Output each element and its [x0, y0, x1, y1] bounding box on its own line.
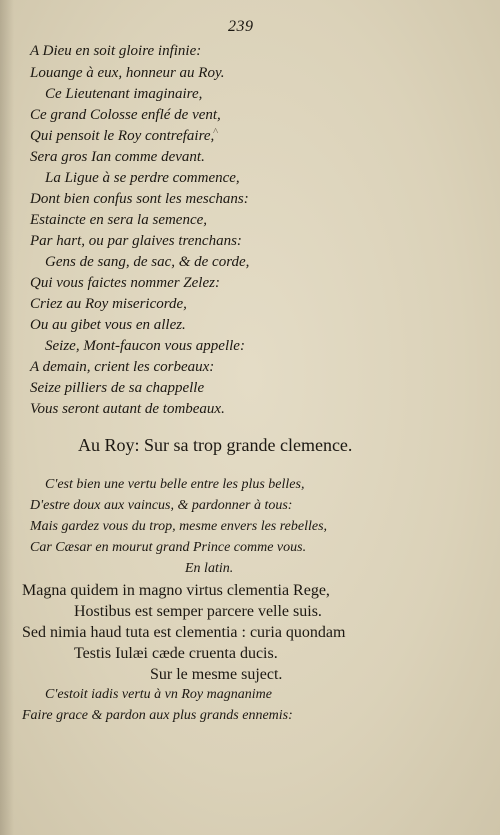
poem-line: Criez au Roy misericorde,	[30, 296, 187, 312]
latin-line: Testis Iulæi cæde cruenta ducis.	[74, 645, 278, 662]
poem-line: Louange à eux, honneur au Roy.	[30, 65, 225, 81]
poem-line: La Ligue à se perdre commence,	[45, 170, 240, 186]
poem-line: A Dieu en soit gloire infinie:	[30, 43, 202, 59]
poem-line: Ou au gibet vous en allez.	[30, 317, 186, 333]
poem-line: Seize pilliers de sa chappelle	[30, 380, 205, 396]
latin-line: Hostibus est semper parcere velle suis.	[74, 603, 322, 620]
poem-line: Estaincte en sera la semence,	[30, 212, 208, 228]
latin-line: Magna quidem in magno virtus clementia Rege,	[22, 582, 330, 599]
poem-line: Faire grace & pardon aux plus grands ennemis:	[22, 708, 293, 723]
gutter-shadow	[0, 0, 14, 835]
poem-line: Seize, Mont-faucon vous appelle:	[45, 338, 245, 354]
latin-line: Sed nimia haud tuta est clementia : curia quondam	[22, 624, 346, 641]
page-number: 239	[228, 18, 254, 35]
poem-line: Vous seront autant de tombeaux.	[30, 401, 225, 417]
subheading-same-subject: Sur le mesme suject.	[150, 666, 283, 683]
poem-line: Mais gardez vous du trop, mesme envers les rebelles,	[30, 519, 328, 534]
poem-line: C'est bien une vertu belle entre les plus belles,	[45, 477, 305, 492]
poem-line: Dont bien confus sont les meschans:	[30, 191, 249, 207]
poem-line: Ce grand Colosse enflé de vent,	[30, 107, 221, 123]
poem-line: A demain, crient les corbeaux:	[30, 359, 215, 375]
poem-line: Gens de sang, de sac, & de corde,	[45, 254, 250, 270]
poem-line: Par hart, ou par glaives trenchans:	[30, 233, 242, 249]
poem-line: Sera gros Ian comme devant.	[30, 149, 205, 165]
subheading-en-latin: En latin.	[185, 561, 234, 576]
poem-line: Qui vous faictes nommer Zelez:	[30, 275, 220, 291]
poem-line: C'estoit iadis vertu à vn Roy magnanime	[45, 687, 272, 702]
poem-line: D'estre doux aux vaincus, & pardonner à tous:	[30, 498, 293, 513]
stray-mark: ^	[213, 126, 219, 138]
section-title: Au Roy: Sur sa trop grande clemence.	[78, 435, 353, 455]
poem-line: Car Cæsar en mourut grand Prince comme vous.	[30, 540, 307, 555]
poem-line: Qui pensoit le Roy contrefaire,	[30, 128, 215, 144]
poem-line: Ce Lieutenant imaginaire,	[45, 86, 203, 102]
